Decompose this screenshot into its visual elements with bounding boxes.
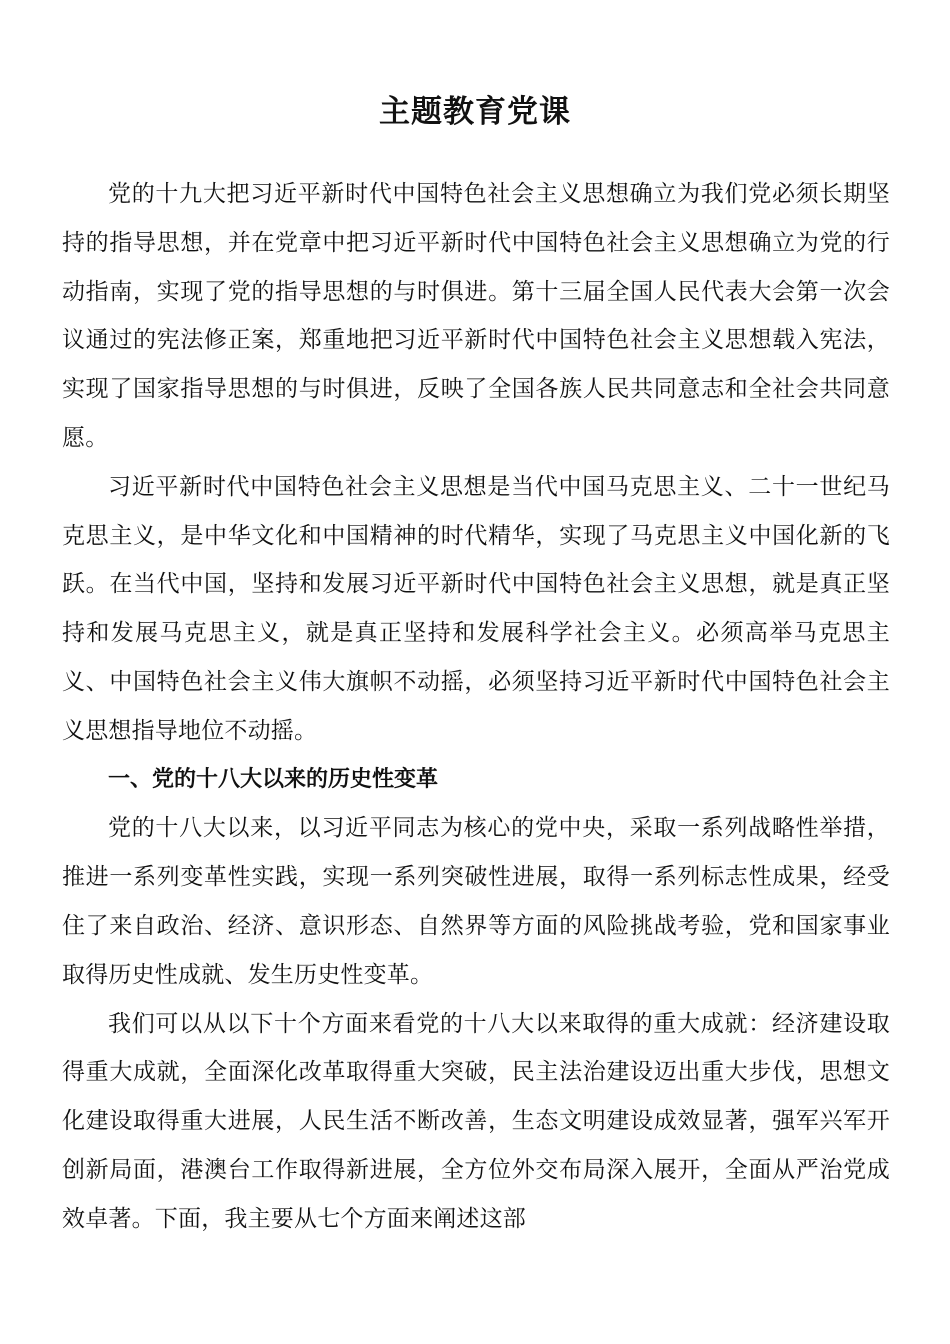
paragraph-3: 党的十八大以来，以习近平同志为核心的党中央，采取一系列战略性举措，推进一系列变革性实践，实现一系列突破性进展，取得一系列标志性成果，经受住了来自政治、经济、意识形态、自然界等方面的风险挑战考验，党和国家事业取得历史性成就、发生历史性变革。 bbox=[62, 815, 890, 988]
section-heading: 一、党的十八大以来的历史性变革 bbox=[108, 766, 439, 792]
paragraph-1: 党的十九大把习近平新时代中国特色社会主义思想确立为我们党必须长期坚持的指导思想，并在党章中把习近平新时代中国特色社会主义思想确立为党的行动指南，实现了党的指导思想的与时俱进。第十三届全国人民代表大会第一次会议通过的宪法修正案，郑重地把习近平新时代中国特色社会主义思想载入宪法，实现了国家指导思想的与时俱进，反映了全国各族人民共同意志和全社会共同意愿。 bbox=[62, 181, 890, 451]
document-body bbox=[62, 170, 890, 1244]
paragraph-2: 习近平新时代中国特色社会主义思想是当代中国马克思主义、二十一世纪马克思主义，是中华文化和中国精神的时代精华，实现了马克思主义中国化新的飞跃。在当代中国，坚持和发展习近平新时代中国特色社会主义思想，就是真正坚持和发展马克思主义，就是真正坚持和发展科学社会主义。必须高举马克思主义、中国特色社会主义伟大旗帜不动摇，必须坚持习近平新时代中国特色社会主义思想指导地位不动摇。 bbox=[62, 473, 890, 744]
paragraph-4: 我们可以从以下十个方面来看党的十八大以来取得的重大成就：经济建设取得重大成就，全面深化改革取得重大突破，民主法治建设迈出重大步伐，思想文化建设取得重大进展，人民生活不断改善，生态文明建设成效显著，强军兴军开创新局面，港澳台工作取得新进展，全方位外交布局深入展开，全面从严治党成效卓著。下面，我主要从七个方面来阐述这部 bbox=[62, 1010, 890, 1232]
document-title: 主题教育党课 bbox=[379, 94, 571, 130]
